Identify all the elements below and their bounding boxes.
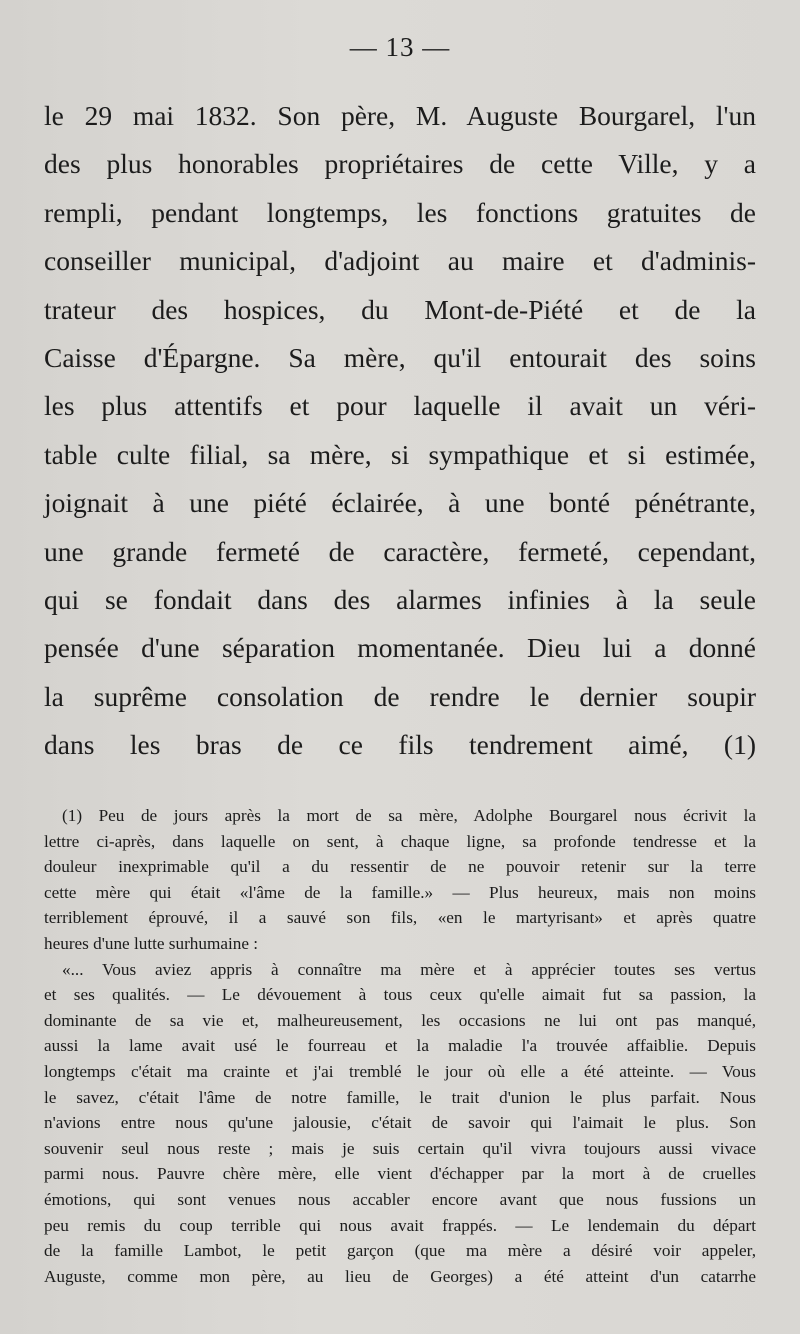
footnote-line: de la famille Lambot, le petit garçon (que ma mère a désiré voir appeler, xyxy=(44,1241,756,1261)
footnote-line: terriblement éprouvé, il a sauvé son fils, «en le martyrisant» et après quatre xyxy=(44,908,756,928)
body-line: joignait à une piété éclairée, à une bonté pénétrante, xyxy=(44,487,756,519)
body-line: les plus attentifs et pour laquelle il avait un véri- xyxy=(44,390,756,422)
footnote-line: «... Vous aviez appris à connaître ma mère et à apprécier toutes ses vertus xyxy=(62,959,756,979)
body-line: table culte filial, sa mère, si sympathique et si estimée, xyxy=(44,438,756,470)
body-line: la suprême consolation de rendre le dernier soupir xyxy=(44,680,756,712)
footnote-line: souvenir seul nous reste ; mais je suis certain qu'il vivra toujours aussi vivace xyxy=(44,1138,756,1158)
footnote-line: longtemps c'était ma crainte et j'ai tremblé le jour où elle a été atteinte. — Vous xyxy=(44,1061,756,1081)
body-line: conseiller municipal, d'adjoint au maire et d'adminis- xyxy=(44,245,756,277)
body-line: rempli, pendant longtemps, les fonctions gratuites de xyxy=(44,196,756,228)
footnote-line: cette mère qui était «l'âme de la famille.» — Plus heureux, mais non moins xyxy=(44,882,756,902)
footnote-line: Auguste, comme mon père, au lieu de Georges) a été atteint d'un catarrhe xyxy=(44,1266,756,1286)
main-text xyxy=(44,92,756,769)
body-line: Caisse d'Épargne. Sa mère, qu'il entourait des soins xyxy=(44,341,756,373)
footnote-line: émotions, qui sont venues nous accabler encore avant que nous fussions un xyxy=(44,1189,756,1209)
body-line: une grande fermeté de caractère, fermeté, cependant, xyxy=(44,535,756,567)
footnote-line: n'avions entre nous qu'une jalousie, c'était de savoir qui l'aimait le plus. Son xyxy=(44,1113,756,1133)
footnote-line: douleur inexprimable qu'il a du ressentir de ne pouvoir retenir sur la terre xyxy=(44,857,756,877)
body-line: le 29 mai 1832. Son père, M. Auguste Bourgarel, l'un xyxy=(44,100,756,131)
body-line: pensée d'une séparation momentanée. Dieu lui a donné xyxy=(44,632,756,664)
footnote-line: dominante de sa vie et, malheureusement, les occasions ne lui ont pas manqué, xyxy=(44,1010,756,1030)
body-line: des plus honorables propriétaires de cette Ville, y a xyxy=(44,148,756,180)
footnote-line: et ses qualités. — Le dévouement à tous ceux qu'elle aimait fut sa passion, la xyxy=(44,985,756,1005)
footnote-line: parmi nous. Pauvre chère mère, elle vient d'échapper par la mort à de cruelles xyxy=(44,1164,756,1184)
footnote-line: lettre ci-après, dans laquelle on sent, à chaque ligne, sa profonde tendresse et la xyxy=(44,831,756,851)
footnote xyxy=(44,803,756,1289)
body-line: dans les bras de ce fils tendrement aimé, (1) xyxy=(44,729,756,761)
footnote-line: peu remis du coup terrible qui nous avait frappés. — Le lendemain du départ xyxy=(44,1215,756,1235)
footnote-line: heures d'une lutte surhumaine : xyxy=(44,933,259,953)
body-line: qui se fondait dans des alarmes infinies à la seule xyxy=(44,583,756,615)
footnote-line: (1) Peu de jours après la mort de sa mère, Adolphe Bourgarel nous écrivit la xyxy=(62,806,756,825)
body-line: trateur des hospices, du Mont-de-Piété et de la xyxy=(44,293,756,325)
footnote-line: le savez, c'était l'âme de notre famille, le trait d'union le plus parfait. Nous xyxy=(44,1087,756,1107)
footnote-line: aussi la lame avait usé le fourreau et la maladie l'a trouvée affaiblie. Depuis xyxy=(44,1036,756,1056)
page-number: — 13 — xyxy=(349,32,451,62)
